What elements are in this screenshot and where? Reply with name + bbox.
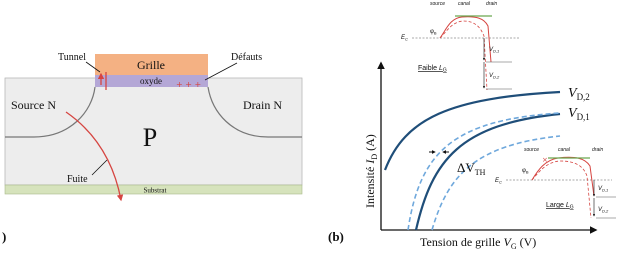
- inset-top-region-drain: drain: [486, 1, 498, 7]
- vd2-label: $V_{D,2}$: [568, 86, 590, 102]
- panel-b-letter: (b): [328, 229, 344, 244]
- inset-top-title: Faible $L_G$: [418, 65, 447, 74]
- inset-top-region-source: source: [430, 1, 446, 7]
- defauts-pointer: [205, 63, 237, 80]
- vd1-label: $V_{D,1}$: [568, 106, 590, 122]
- inset-faible-lg: [401, 1, 520, 90]
- inset-top-band-red: [440, 17, 491, 62]
- panel-b: [328, 1, 616, 251]
- inset-bottom-ec: $E_C$: [495, 178, 502, 185]
- inset-top-phi: $\varphi_B$: [430, 29, 437, 36]
- panel-a-letter: ): [2, 229, 7, 244]
- inset-large-lg: [495, 147, 616, 218]
- substrat-label: Substrat: [143, 186, 167, 195]
- inset-bottom-vd1: $V_{D,1}$: [598, 186, 609, 193]
- inset-bottom-band-red-2: [532, 161, 591, 218]
- y-axis-label: Intensité $I_D$ (A): [363, 134, 379, 208]
- grille-label: Grille: [137, 58, 165, 72]
- p-type-label: P: [142, 123, 158, 152]
- inset-bottom-cross: ×: [542, 156, 548, 164]
- defect-marks: + + +: [176, 80, 202, 89]
- drain-label: Drain N: [243, 98, 282, 112]
- panel-a: [2, 52, 302, 244]
- inset-top-vd1: $V_{D,1}$: [489, 47, 500, 54]
- inset-bottom-vd2: $V_{D,2}$: [598, 207, 609, 214]
- inset-bottom-region-drain: drain: [592, 147, 604, 153]
- delta-vth-label: $\Delta V_{TH}$: [457, 160, 486, 177]
- inset-bottom-phi: $\varphi_B$: [522, 168, 529, 175]
- inset-bottom-title: Large $L_G$: [546, 202, 574, 211]
- defauts-label: Défauts: [231, 52, 263, 63]
- x-axis-label: Tension de grille $V_G$ (V): [420, 235, 537, 251]
- inset-top-band-red-2: [440, 21, 487, 90]
- oxyde-label: oxyde: [140, 76, 162, 86]
- tunnel-label: Tunnel: [58, 52, 86, 63]
- inset-top-vd2: $V_{D,2}$: [489, 73, 500, 80]
- inset-top-region-canal: canal: [458, 1, 470, 7]
- inset-bottom-region-canal: canal: [558, 147, 570, 153]
- inset-bottom-region-source: source: [524, 147, 540, 153]
- source-label: Source N: [11, 98, 56, 112]
- fuite-label: Fuite: [67, 174, 88, 185]
- inset-top-ec: $E_C$: [401, 35, 408, 42]
